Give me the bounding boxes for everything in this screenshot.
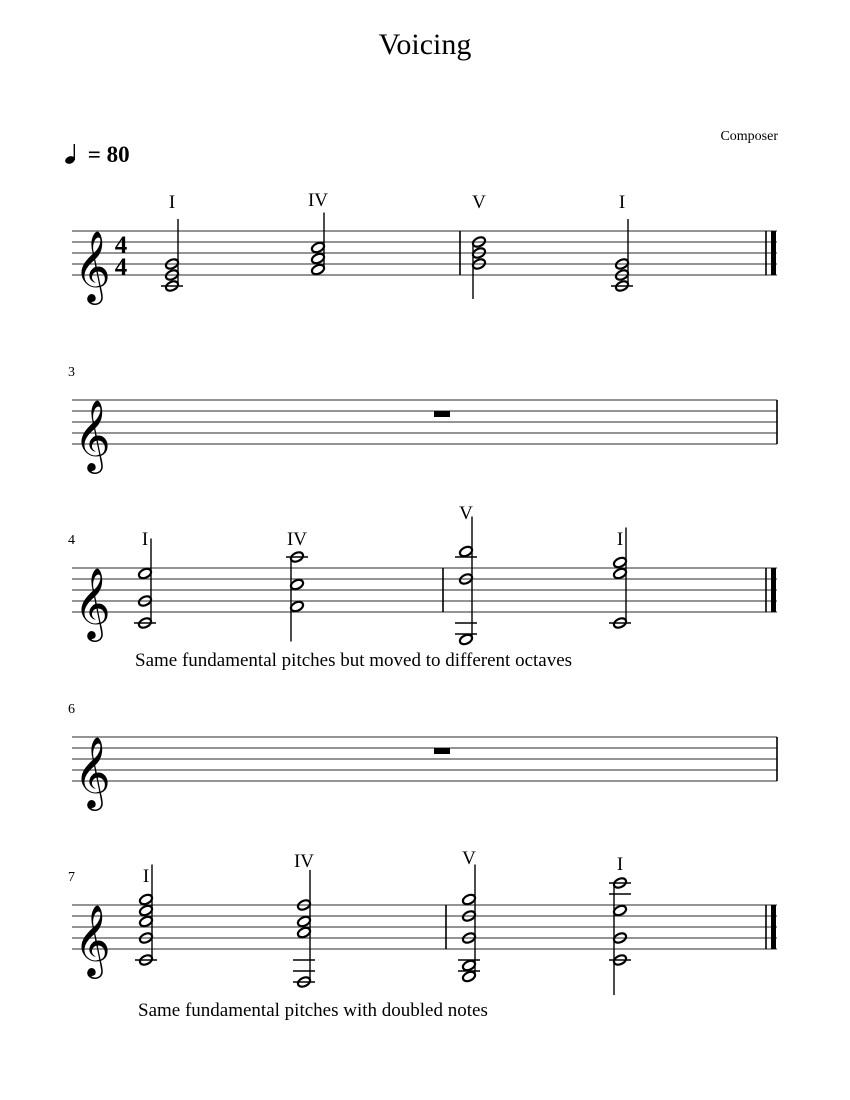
staff-system: [72, 398, 777, 474]
roman-numeral-label: I: [616, 529, 624, 550]
tempo-value: = 80: [87, 142, 130, 167]
whole-rest-icon: [434, 411, 450, 417]
composer-credit: Composer: [720, 129, 778, 144]
whole-rest-icon: [434, 748, 450, 754]
treble-clef-icon: 𝄞: [74, 229, 111, 302]
treble-clef-icon: 𝄞: [74, 735, 111, 808]
chord: [286, 550, 308, 641]
roman-numeral-label: V: [472, 192, 486, 213]
roman-numeral-label: IV: [286, 529, 308, 550]
chord: [161, 219, 183, 293]
chord: [471, 235, 486, 299]
chord: [293, 870, 315, 989]
roman-numeral-label: IV: [307, 190, 329, 211]
final-barline-thick: [771, 568, 776, 612]
roman-numeral-label: I: [168, 192, 176, 213]
chord: [134, 539, 156, 630]
chord: [611, 219, 633, 293]
voicing-caption: Same fundamental pitches with doubled notes: [138, 1000, 488, 1021]
roman-numeral-label: IV: [293, 851, 315, 872]
roman-numeral-label: V: [462, 848, 476, 869]
treble-clef-icon: 𝄞: [74, 398, 111, 471]
measure-number: 6: [68, 702, 75, 717]
staff-system: [72, 865, 777, 996]
treble-clef-icon: 𝄞: [74, 566, 111, 639]
final-barline-thick: [771, 905, 776, 949]
final-barline-thick: [771, 231, 776, 275]
time-signature-top: 4: [114, 232, 128, 259]
chord: [310, 213, 325, 277]
roman-numeral-label: I: [618, 192, 626, 213]
roman-numeral-label: V: [459, 503, 473, 524]
roman-numeral-label: I: [142, 866, 150, 887]
chord: [458, 865, 480, 984]
staff-system: [72, 735, 777, 811]
staff-system: [72, 517, 777, 647]
roman-numeral-label: I: [616, 854, 624, 875]
measure-number: 4: [68, 533, 75, 548]
treble-clef-icon: 𝄞: [74, 903, 111, 976]
voicing-caption: Same fundamental pitches but moved to different octaves: [135, 650, 573, 671]
chord: [609, 876, 631, 995]
staff-system: [72, 213, 777, 306]
time-signature-bottom: 4: [114, 254, 128, 281]
score-title: Voicing: [378, 28, 472, 61]
chord: [455, 517, 477, 647]
roman-numeral-label: I: [141, 529, 149, 550]
measure-number: 3: [68, 365, 75, 380]
measure-number: 7: [68, 870, 75, 885]
